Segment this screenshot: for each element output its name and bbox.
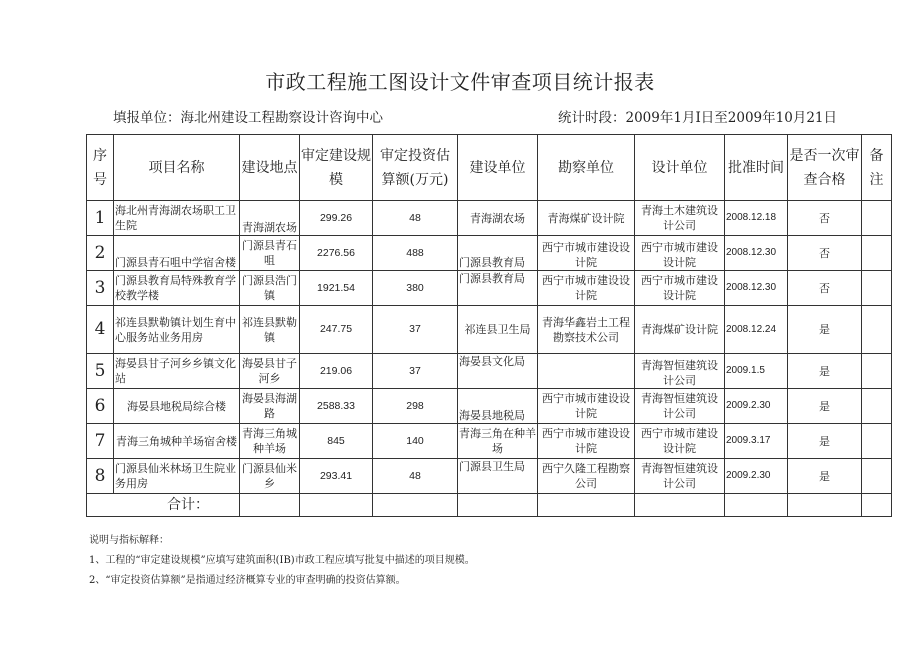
cell-builder: 青海三角在种羊场 — [458, 424, 538, 459]
cell-qualified: 是 — [788, 389, 862, 424]
cell-qualified: 是 — [788, 354, 862, 389]
total-empty — [635, 494, 725, 517]
cell-investment: 37 — [373, 306, 458, 354]
total-empty — [788, 494, 862, 517]
cell-location: 门源县仙米乡 — [240, 459, 300, 494]
cell-qualified: 是 — [788, 306, 862, 354]
cell-remark — [862, 306, 892, 354]
col-scale: 审定建设规模 — [300, 135, 373, 201]
cell-builder: 门源县卫生局 — [458, 459, 538, 494]
cell-location: 门源县青石咀 — [240, 236, 300, 271]
cell-remark — [862, 201, 892, 236]
col-seq: 序号 — [87, 135, 114, 201]
table-row — [87, 271, 892, 306]
cell-location: 青海三角城种羊场 — [240, 424, 300, 459]
col-date: 批准时间 — [725, 135, 788, 201]
cell-scale: 247.75 — [300, 306, 373, 354]
cell-remark — [862, 236, 892, 271]
cell-builder: 门源县教育局 — [458, 271, 538, 306]
note-line: 1、工程的“审定建设规模”应填写建筑面积(IB)市政工程应填写批复中描述的项目规模。 — [89, 555, 475, 566]
cell-design: 青海智恒建筑设计公司 — [635, 354, 725, 389]
table-row — [87, 201, 892, 236]
cell-survey: 青海煤矿设计院 — [538, 201, 635, 236]
col-remark: 备注 — [862, 135, 892, 201]
cell-name: 门源县仙米林场卫生院业务用房 — [114, 459, 240, 494]
cell-remark — [862, 271, 892, 306]
cell-date: 2009.2.30 — [725, 389, 788, 424]
cell-seq: 2 — [87, 236, 114, 271]
total-row — [87, 494, 892, 517]
cell-scale: 845 — [300, 424, 373, 459]
col-qualified: 是否一次审查合格 — [788, 135, 862, 201]
cell-name: 门源县青石咀中学宿舍楼 — [114, 236, 240, 271]
cell-remark — [862, 389, 892, 424]
cell-date: 2008.12.30 — [725, 236, 788, 271]
col-investment: 审定投资估算额(万元) — [373, 135, 458, 201]
cell-survey: 西宁市城市建设设计院 — [538, 271, 635, 306]
cell-name: 门源县教育局特殊教育学校教学楼 — [114, 271, 240, 306]
cell-location: 青海湖农场 — [240, 201, 300, 236]
cell-date: 2008.12.30 — [725, 271, 788, 306]
cell-name: 海北州青海湖农场职工卫生院 — [114, 201, 240, 236]
cell-design: 青海土木建筑设计公司 — [635, 201, 725, 236]
cell-seq: 8 — [87, 459, 114, 494]
total-empty — [300, 494, 373, 517]
cell-date: 2008.12.18 — [725, 201, 788, 236]
cell-investment: 298 — [373, 389, 458, 424]
report-title: 市政工程施工图设计文件审查项目统计报表 — [265, 70, 655, 94]
notes-heading: 说明与指标解释： — [89, 535, 169, 546]
total-empty — [458, 494, 538, 517]
statistics-period: 统计时段：2009年1月I日至2009年10月21日 — [558, 110, 837, 126]
cell-investment: 380 — [373, 271, 458, 306]
cell-scale: 2588.33 — [300, 389, 373, 424]
cell-builder: 青海湖农场 — [458, 201, 538, 236]
cell-survey: 西宁市城市建设设计院 — [538, 424, 635, 459]
cell-date: 2009.3.17 — [725, 424, 788, 459]
cell-builder: 海晏县文化局 — [458, 354, 538, 389]
cell-survey: 青海华鑫岩土工程勘察技术公司 — [538, 306, 635, 354]
cell-scale: 293.41 — [300, 459, 373, 494]
cell-qualified: 否 — [788, 201, 862, 236]
table-row — [87, 306, 892, 354]
cell-survey: 西宁市城市建设设计院 — [538, 389, 635, 424]
cell-scale: 219.06 — [300, 354, 373, 389]
cell-scale: 2276.56 — [300, 236, 373, 271]
cell-name: 海晏县甘子河乡乡镇文化站 — [114, 354, 240, 389]
cell-date: 2008.12.24 — [725, 306, 788, 354]
cell-survey — [538, 354, 635, 389]
cell-builder: 海晏县地税局 — [458, 389, 538, 424]
cell-seq: 6 — [87, 389, 114, 424]
cell-builder: 门源县教育局 — [458, 236, 538, 271]
note-line: 2、“审定投资估算额”是指通过经济概算专业的审查明确的投资估算额。 — [89, 575, 406, 586]
table-row — [87, 354, 892, 389]
cell-investment: 48 — [373, 201, 458, 236]
cell-name: 祁连县默勒镇计划生育中心服务站业务用房 — [114, 306, 240, 354]
total-empty — [373, 494, 458, 517]
table-row — [87, 424, 892, 459]
total-empty — [240, 494, 300, 517]
cell-qualified: 是 — [788, 424, 862, 459]
cell-qualified: 否 — [788, 271, 862, 306]
total-empty — [862, 494, 892, 517]
cell-survey: 西宁市城市建设设计院 — [538, 236, 635, 271]
cell-location: 门源县浩门镇 — [240, 271, 300, 306]
table-row — [87, 236, 892, 271]
cell-investment: 48 — [373, 459, 458, 494]
total-label: 合计： — [87, 494, 240, 517]
cell-scale: 1921.54 — [300, 271, 373, 306]
cell-design: 西宁市城市建设设计院 — [635, 424, 725, 459]
cell-investment: 140 — [373, 424, 458, 459]
cell-qualified: 否 — [788, 236, 862, 271]
table-row — [87, 459, 892, 494]
cell-design: 青海智恒建筑设计公司 — [635, 459, 725, 494]
cell-date: 2009.2.30 — [725, 459, 788, 494]
cell-design: 西宁市城市建设设计院 — [635, 271, 725, 306]
total-empty — [725, 494, 788, 517]
cell-name: 青海三角城种羊场宿舍楼 — [114, 424, 240, 459]
cell-seq: 3 — [87, 271, 114, 306]
col-builder: 建设单位 — [458, 135, 538, 201]
cell-scale: 299.26 — [300, 201, 373, 236]
notes-section — [89, 531, 475, 591]
total-empty — [538, 494, 635, 517]
cell-design: 青海智恒建筑设计公司 — [635, 389, 725, 424]
cell-location: 海晏县海湖路 — [240, 389, 300, 424]
cell-seq: 1 — [87, 201, 114, 236]
cell-design: 西宁市城市建设设计院 — [635, 236, 725, 271]
cell-design: 青海煤矿设计院 — [635, 306, 725, 354]
cell-remark — [862, 459, 892, 494]
cell-builder: 祁连县卫生局 — [458, 306, 538, 354]
cell-seq: 7 — [87, 424, 114, 459]
cell-investment: 488 — [373, 236, 458, 271]
header-row — [87, 135, 892, 201]
col-survey: 勘察单位 — [538, 135, 635, 201]
cell-seq: 4 — [87, 306, 114, 354]
cell-survey: 西宁久隆工程勘察公司 — [538, 459, 635, 494]
cell-remark — [862, 354, 892, 389]
cell-name: 海晏县地税局综合楼 — [114, 389, 240, 424]
col-location: 建设地点 — [240, 135, 300, 201]
cell-seq: 5 — [87, 354, 114, 389]
statistics-table — [86, 134, 892, 517]
col-name: 项目名称 — [114, 135, 240, 201]
cell-investment: 37 — [373, 354, 458, 389]
cell-qualified: 是 — [788, 459, 862, 494]
table-row — [87, 389, 892, 424]
reporting-unit: 填报单位：海北州建设工程勘察设计咨询中心 — [113, 110, 383, 126]
cell-date: 2009.1.5 — [725, 354, 788, 389]
cell-location: 祁连县默勒镇 — [240, 306, 300, 354]
cell-location: 海晏县甘子河乡 — [240, 354, 300, 389]
cell-remark — [862, 424, 892, 459]
col-design: 设计单位 — [635, 135, 725, 201]
